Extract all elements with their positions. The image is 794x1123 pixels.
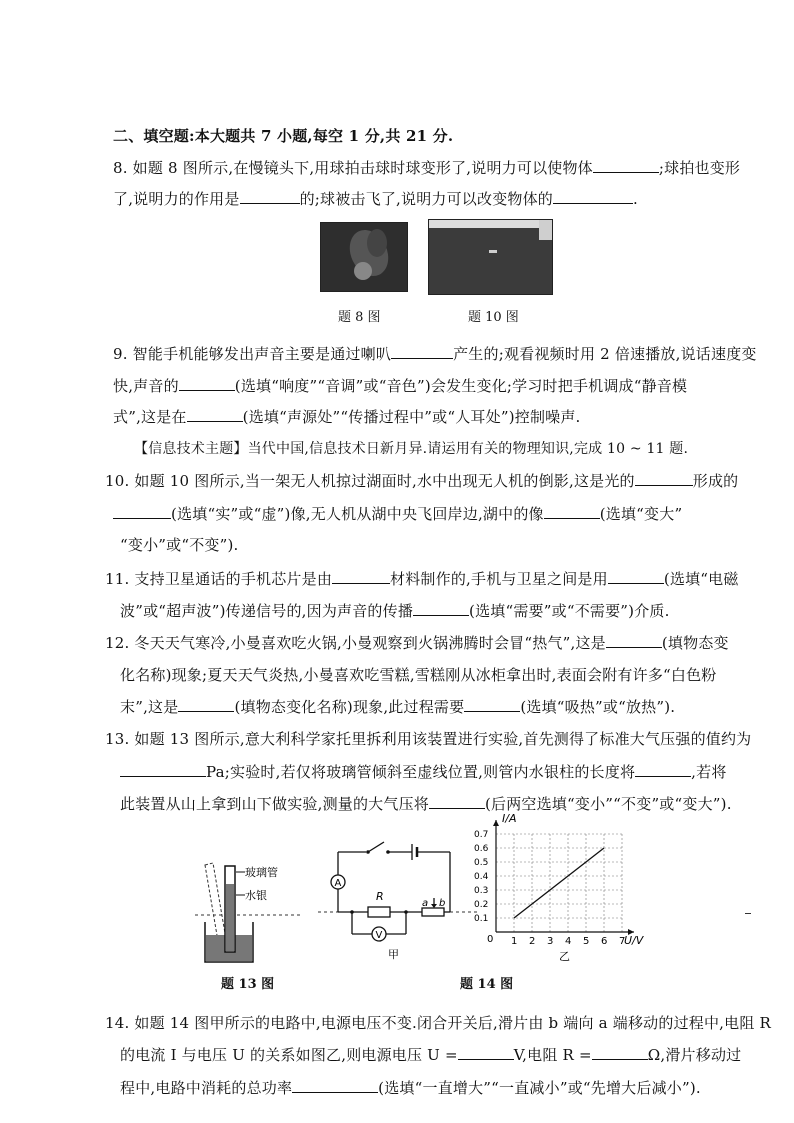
q11-text: 波”或“超声波”)传递信号的,因为声音的传播 [120, 602, 414, 620]
q10-blank-2[interactable] [113, 504, 171, 519]
mercury-label: 水银 [245, 889, 267, 902]
origin-label: 0 [487, 934, 494, 945]
question-10-line-1 [105, 470, 738, 491]
y-axis-arrow-icon [493, 820, 499, 826]
q8-blank-3[interactable] [553, 189, 633, 204]
y-tick-label: 0.4 [474, 872, 489, 882]
ammeter-label: A [334, 878, 342, 889]
q8-text: . [633, 190, 638, 208]
q11-text: (选填“需要”或“不需要”)介质. [469, 602, 670, 620]
q12-text: 末”,这是 [120, 698, 179, 716]
voltmeter-label: V [375, 930, 383, 941]
x-tick-label: 2 [529, 936, 536, 947]
q9-blank-1[interactable] [391, 344, 453, 359]
edge-mark [745, 913, 751, 914]
resistor-label: R [376, 890, 384, 903]
q13-blank-2[interactable] [635, 762, 691, 777]
x-tick-label: 6 [601, 936, 608, 947]
y-tick-label: 0.1 [474, 914, 489, 924]
q10-blank-3[interactable] [544, 504, 600, 519]
q13-text: Pa;实验时,若仅将玻璃管倾斜至虚线位置,则管内水银柱的长度将 [206, 763, 636, 781]
q10-blank-1[interactable] [635, 471, 693, 486]
q11-text: 11. 支持卫星通话的手机芯片是由 [105, 570, 333, 588]
question-11-line-2 [120, 600, 670, 621]
circuit-label-jia: 甲 [388, 948, 399, 961]
q11-text: (选填“电磁 [663, 570, 739, 588]
resistor-icon [368, 907, 390, 917]
q9-text: 产生的;观看视频时用 2 倍速播放,说话速度变 [453, 345, 757, 363]
figure-14-graph [474, 812, 654, 970]
question-10-line-3: “变小”或“不变”). [120, 536, 239, 554]
q9-text: (选填“声源处”“传播过程中”或“人耳处”)控制噪声. [242, 408, 581, 426]
q13-text: 此装置从山上拿到山下做实验,测量的大气压将 [120, 795, 429, 813]
drone-lake-photo-icon [429, 220, 552, 294]
y-tick-label: 0.7 [474, 830, 489, 840]
q14-blank-2[interactable] [592, 1045, 648, 1060]
section-title: 二、填空题:本大题共 7 小题,每空 1 分,共 21 分. [113, 127, 454, 145]
q12-blank-1[interactable] [606, 633, 662, 648]
y-axis-label: I/A [502, 812, 517, 825]
x-tick-label: 4 [565, 936, 572, 947]
figure-13-caption: 题 13 图 [221, 977, 275, 992]
q12-text: 12. 冬天天气寒冷,小曼喜欢吃火锅,小曼观察到火锅沸腾时会冒“热气”,这是 [105, 634, 606, 652]
q12-text: (填物态变 [661, 634, 729, 652]
q13-text: (后两空选填“变小”“不变”或“变大”). [484, 795, 732, 813]
figure-8-caption: 题 8 图 [338, 310, 381, 325]
q9-text: 9. 智能手机能够发出声音主要是通过喇叭 [113, 345, 392, 363]
x-tick-label: 3 [547, 936, 554, 947]
q11-text: 材料制作的,手机与卫星之间是用 [390, 570, 608, 588]
question-9-line-3 [113, 406, 581, 427]
q10-text: 形成的 [692, 472, 739, 490]
series-line [514, 848, 604, 918]
q13-text: ,若将 [691, 763, 727, 781]
q14-text: Ω,滑片移动过 [647, 1046, 742, 1064]
q9-blank-3[interactable] [187, 407, 243, 422]
figure-10-caption: 题 10 图 [468, 310, 519, 325]
q14-text: 的电流 I 与电压 U 的关系如图乙,则电源电压 U = [120, 1046, 458, 1064]
figure-14-caption: 题 14 图 [460, 977, 514, 992]
q8-blank-2[interactable] [240, 189, 300, 204]
terminal-a-label: a [422, 898, 429, 909]
theme-intro: 【信息技术主题】当代中国,信息技术日新月异.请运用有关的物理知识,完成 10 ~ 11 题. [134, 441, 689, 457]
question-13-line-3 [120, 793, 732, 814]
terminal-b-label: b [439, 898, 446, 909]
q14-blank-1[interactable] [458, 1045, 514, 1060]
x-axis-label: U/V [624, 934, 644, 947]
q9-text: (选填“响度”“音调”或“音色”)会发生变化;学习时把手机调成“静音模 [234, 377, 688, 395]
question-12-line-2: 化名称)现象;夏天天气炎热,小曼喜欢吃雪糕,雪糕刚从冰柜拿出时,表面会附有许多“白色粉 [120, 666, 717, 684]
q12-text: (选填“吸热”或“放热”). [520, 698, 676, 716]
figure-10-photo [428, 219, 553, 295]
graph-ticks [474, 830, 625, 947]
figure-13-apparatus [195, 850, 305, 970]
q9-blank-2[interactable] [179, 376, 235, 391]
q10-text: 10. 如题 10 图所示,当一架无人机掠过湖面时,水中出现无人机的倒影,这是光的 [105, 472, 635, 490]
graph-series [514, 848, 604, 918]
q14-text: 程中,电路中消耗的总功率 [120, 1079, 293, 1097]
q8-text: ;球拍也变形 [658, 159, 741, 177]
x-tick-label: 5 [583, 936, 590, 947]
figure-8-photo [320, 222, 408, 292]
q11-blank-3[interactable] [413, 601, 469, 616]
question-12-line-1 [105, 632, 729, 653]
question-14-line-2 [120, 1044, 741, 1065]
y-tick-label: 0.6 [474, 844, 489, 854]
rheostat-icon [422, 908, 444, 916]
question-8-line-1 [113, 157, 740, 178]
x-tick-label: 7 [619, 936, 626, 947]
graph-label-yi: 乙 [559, 950, 570, 963]
q12-blank-3[interactable] [464, 697, 520, 712]
q8-text: 了,说明力的作用是 [113, 190, 240, 208]
q12-text: (填物态变化名称)现象,此过程需要 [234, 698, 465, 716]
q11-blank-2[interactable] [608, 569, 664, 584]
question-10-line-2 [113, 503, 682, 524]
y-tick-label: 0.2 [474, 900, 489, 910]
q14-text: V,电阻 R = [513, 1046, 592, 1064]
q13-blank-1[interactable] [120, 762, 206, 777]
q13-blank-3[interactable] [429, 794, 485, 809]
question-11-line-1 [105, 568, 739, 589]
tube-mercury [226, 884, 234, 951]
q14-blank-3[interactable] [292, 1078, 378, 1093]
switch-icon[interactable] [368, 842, 384, 852]
tilted-tube-outline [205, 863, 227, 947]
glass-tube-label: 玻璃管 [245, 866, 278, 879]
q11-blank-1[interactable] [332, 569, 390, 584]
question-9-line-1 [113, 343, 757, 364]
q14-text: (选填“一直增大”“一直减小”或“先增大后减小”). [378, 1079, 701, 1097]
y-tick-label: 0.5 [474, 858, 489, 868]
q10-text: (选填“变大” [599, 505, 683, 523]
question-9-line-2 [113, 375, 687, 396]
question-14-line-3 [120, 1077, 701, 1098]
q12-blank-2[interactable] [178, 697, 234, 712]
q10-text: (选填“实”或“虚”)像,无人机从湖中央飞回岸边,湖中的像 [171, 505, 544, 523]
question-14-line-1: 14. 如题 14 图甲所示的电路中,电源电压不变.闭合开关后,滑片由 b 端向 a 端移动的过程中,电阻 R [105, 1014, 772, 1032]
question-12-line-3 [120, 696, 675, 717]
racket-photo-icon [321, 223, 407, 291]
y-tick-label: 0.3 [474, 886, 489, 896]
question-13-line-2 [120, 761, 727, 782]
figure-14-circuit [318, 832, 478, 962]
x-tick-label: 1 [511, 936, 518, 947]
question-13-line-1: 13. 如题 13 图所示,意大利科学家托里拆利用该装置进行实验,首先测得了标准大气压强的值约为 [105, 730, 752, 748]
question-8-line-2 [113, 188, 638, 209]
q8-text: 的;球被击飞了,说明力可以改变物体的 [299, 190, 554, 208]
q9-text: 快,声音的 [113, 377, 179, 395]
q8-blank-1[interactable] [593, 158, 659, 173]
q9-text: 式”,这是在 [113, 408, 187, 426]
q8-text: 8. 如题 8 图所示,在慢镜头下,用球拍击球时球变形了,说明力可以使物体 [113, 159, 593, 177]
